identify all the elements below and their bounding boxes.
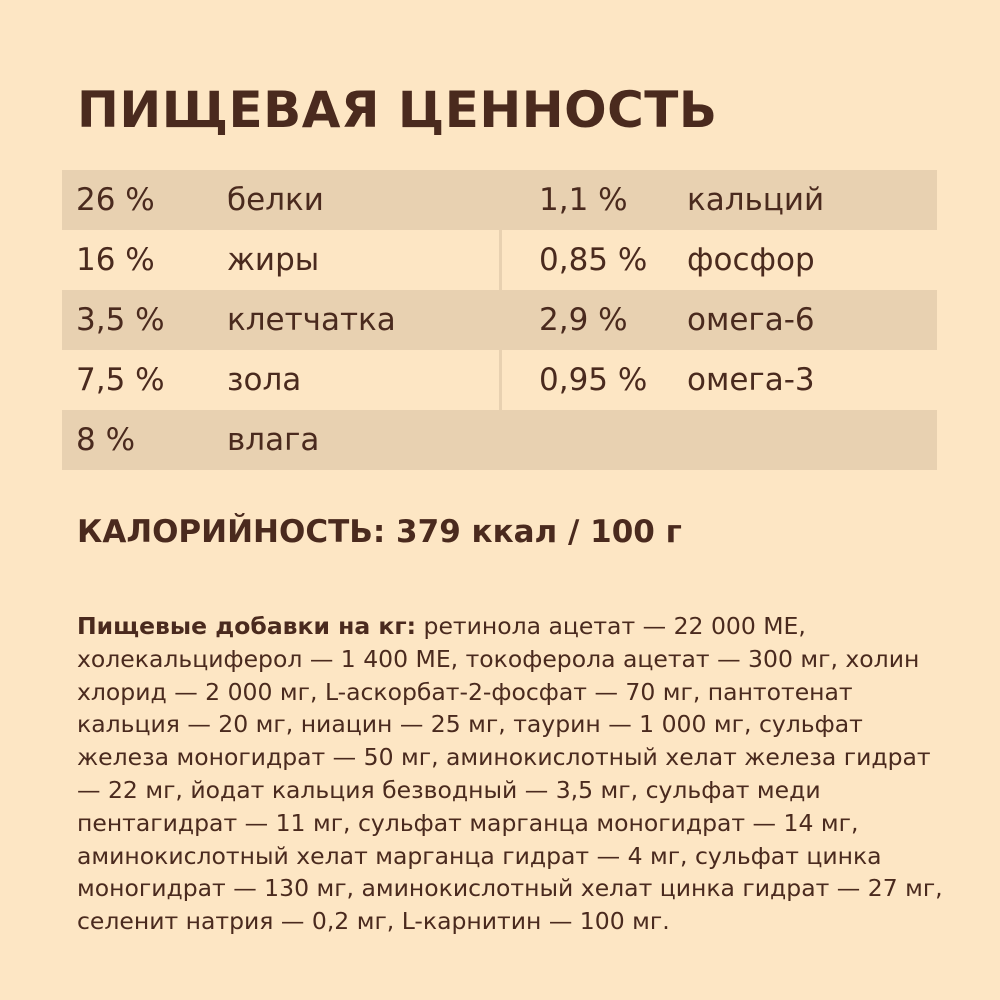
nutrient-percent: 0,95 %	[539, 362, 648, 398]
table-cell	[499, 350, 937, 410]
additives-label: Пищевые добавки на кг:	[77, 612, 417, 640]
nutrient-name: омега-3	[687, 362, 815, 398]
page-title: ПИЩЕВАЯ ЦЕННОСТЬ	[77, 81, 718, 139]
table-cell	[62, 230, 499, 290]
nutrient-percent: 1,1 %	[539, 182, 628, 218]
nutrient-name: клетчатка	[227, 302, 396, 338]
nutrient-name: белки	[227, 182, 324, 218]
table-row	[62, 170, 937, 230]
table-cell	[62, 410, 499, 470]
nutrient-percent: 8 %	[76, 422, 136, 458]
table-cell	[62, 170, 499, 230]
nutrient-percent: 7,5 %	[76, 362, 165, 398]
nutrient-name: влага	[227, 422, 320, 458]
table-cell	[62, 350, 499, 410]
table-cell	[62, 290, 499, 350]
additives-text: ретинола ацетат — 22 000 МЕ, холекальциферол — 1 400 МЕ, токоферола ацетат — 300 мг, холин хлорид — 2 000 мг, L-аскорбат-2-фосфат — 70 мг, пантотенат кальция — 20 мг, ниацин — 25 мг, таурин — 1 000 мг, сульфат железа моногидрат — 50 мг, аминокислотный хелат железа гидрат — 22 мг, йодат кальция безводный — 3,5 мг, сульфат меди пентагидрат — 11 мг, сульфат марганца моногидрат — 14 мг, аминокислотный хелат марганца гидрат — 4 мг, сульфат цинка моногидрат — 130 мг, аминокислотный хелат цинка гидрат — 27 мг, селенит натрия — 0,2 мг, L-карнитин — 100 мг.	[77, 612, 943, 936]
calories-heading: КАЛОРИЙНОСТЬ: 379 ккал / 100 г	[77, 514, 682, 550]
table-row	[62, 410, 937, 470]
nutrient-percent: 16 %	[76, 242, 155, 278]
nutrition-table	[62, 170, 937, 470]
nutrient-name: зола	[227, 362, 302, 398]
nutrient-percent: 0,85 %	[539, 242, 648, 278]
nutrient-name: омега-6	[687, 302, 815, 338]
nutrient-name: кальций	[687, 182, 825, 218]
nutrient-name: жиры	[227, 242, 320, 278]
table-cell	[499, 230, 937, 290]
additives-paragraph	[77, 610, 947, 938]
table-cell	[499, 170, 937, 230]
nutrient-percent: 3,5 %	[76, 302, 165, 338]
table-cell	[499, 290, 937, 350]
nutrient-name: фосфор	[687, 242, 815, 278]
nutrient-percent: 2,9 %	[539, 302, 628, 338]
table-cell	[499, 410, 937, 470]
column-divider	[499, 230, 502, 410]
nutrient-percent: 26 %	[76, 182, 155, 218]
